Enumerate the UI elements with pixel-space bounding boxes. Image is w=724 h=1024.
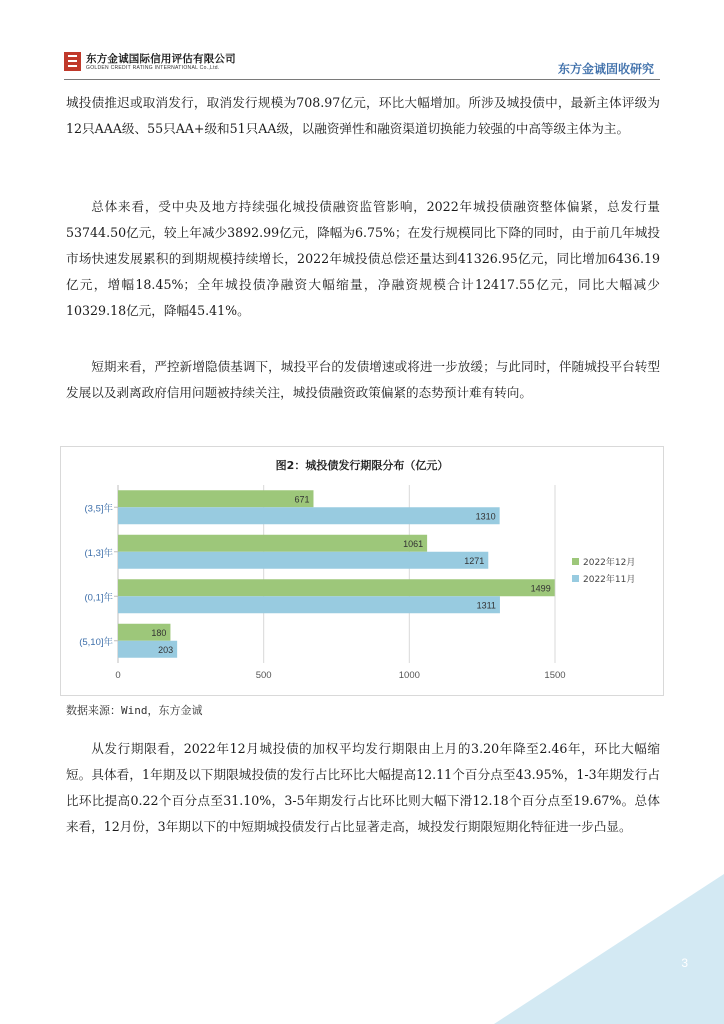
company-name-en: GOLDEN CREDIT RATING INTERNATIONAL Co.,Ltd. [86, 65, 220, 71]
bar-value-label: 1271 [464, 555, 485, 566]
chart-legend [572, 556, 635, 585]
corner-decoration [494, 874, 724, 1024]
term-distribution-chart [60, 446, 664, 696]
bar-value-label: 1311 [476, 600, 496, 611]
legend-swatch [572, 575, 579, 582]
bar [118, 507, 500, 524]
paragraph-3: 短期来看，严控新增隐债基调下，城投平台的发债增速或将进一步放缓；与此同时，伴随城投平台转型发展以及剥离政府信用问题被持续关注，城投债融资政策偏紧的态势预计难有转向。 [66, 359, 660, 400]
chart-title: 图2：城投债发行期限分布（亿元） [275, 459, 449, 472]
paragraph-1: 城投债推迟或取消发行，取消发行规模为708.97亿元，环比大幅增加。所涉及城投债中，最新主体评级为12只AAA级、55只AA+级和51只AA级，以融资弹性和融资渠道切换能力较强的中高等级主体为主。 [66, 95, 660, 136]
bar-value-label: 203 [158, 644, 174, 655]
report-series-title: 东方金诚固收研究 [557, 62, 654, 76]
category-label: (1,3]年 [84, 547, 113, 559]
paragraph-4: 从发行期限看，2022年12月城投债的加权平均发行期限由上月的3.20年降至2.46年，环比大幅缩短。具体看，1年期及以下期限城投债的发行占比环比大幅提高12.11个百分点至43.95%，1-3年期发行占比环比提高0.22个百分点至31.10%，3-5年期发行占比环比则大幅下滑12.18个百分点至19.67%。总体来看，12月份，3年期以下的中短期城投债发行占比显著走高，城投发行期限短期化特征进一步凸显。 [66, 741, 660, 834]
legend-swatch [572, 558, 579, 565]
chart-bars [118, 490, 555, 658]
x-tick-label: 500 [255, 670, 272, 681]
page-header [64, 50, 660, 78]
bar [118, 552, 488, 569]
bar [118, 490, 313, 507]
x-tick-label: 1500 [544, 670, 566, 681]
x-tick-label: 0 [115, 670, 121, 681]
company-name-cn: 东方金诚国际信用评估有限公司 [86, 53, 236, 65]
bar-value-label: 1499 [530, 583, 551, 594]
category-label: (3,5]年 [84, 503, 113, 515]
bar [118, 535, 427, 552]
bar-value-label: 180 [151, 627, 167, 638]
legend-label: 2022年11月 [583, 575, 636, 585]
header-divider [64, 79, 660, 80]
category-label: (5,10]年 [79, 636, 113, 648]
bar-value-label: 671 [294, 494, 310, 505]
bar-value-label: 1310 [475, 511, 496, 522]
x-tick-label: 1000 [398, 670, 420, 681]
chart-canvas [61, 447, 663, 695]
page-number: 3 [681, 956, 688, 970]
legend-label: 2022年12月 [583, 558, 636, 568]
bar [118, 596, 500, 613]
paragraph-2: 总体来看，受中央及地方持续强化城投债融资监管影响，2022年城投债融资整体偏紧，总发行量53744.50亿元，较上年减少3892.99亿元，降幅为6.75%；在发行规模同比下降的同时，由于前几年城投市场快速发展累积的到期规模持续增长，2022年城投债总偿还量达到41326.95亿元，同比增加6436.19亿元，增幅18.45%；全年城投债净融资大幅缩量，净融资规模合计12417.55亿元，同比大幅减少10329.18亿元，降幅45.41%。 [66, 199, 660, 318]
bar-value-label: 1061 [403, 538, 424, 549]
data-source-note: 数据来源：Wind，东方金诚 [66, 704, 203, 717]
company-logo-icon [64, 52, 81, 71]
category-label: (0,1]年 [84, 592, 113, 604]
bar [118, 579, 555, 596]
